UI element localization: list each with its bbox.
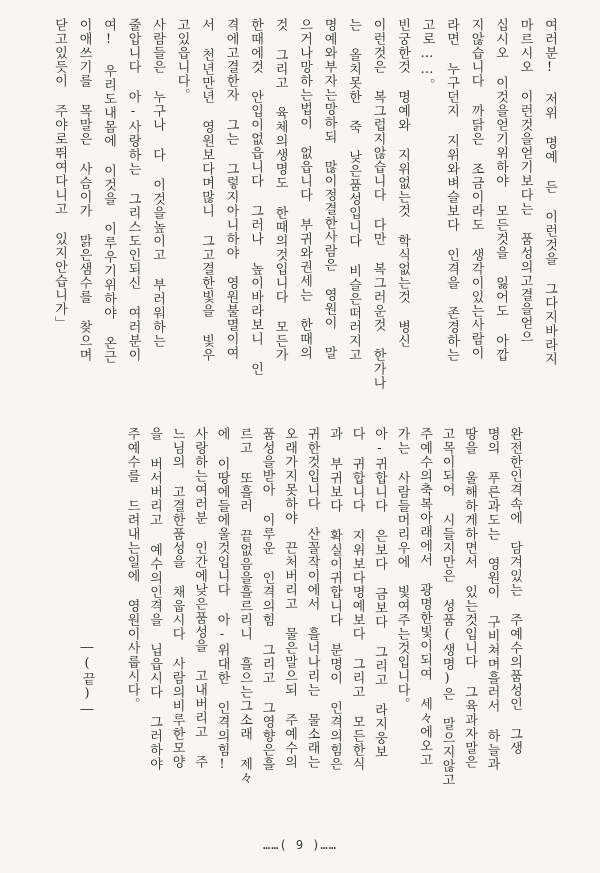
text-column: 여러분! 저위 명예 든 이런것을 그다지바라지 — [542, 18, 557, 366]
text-column: 완전한인격속에 담겨있는 주예수의품성인 그생 — [507, 427, 522, 755]
text-column: 지않습니다 까닭은 조금이라도 생각이있는사람이 — [468, 18, 484, 360]
text-column: 줄압니다 아-사랑하는 그리스도인되신 여러분이 — [125, 18, 141, 362]
text-column: 이런것은 복그럽지않습니다 다만 복그러운것 한가나 — [370, 18, 386, 390]
text-column: 는 올치못한 죽 낮은품성입니다 비슬은떠러지고 — [346, 18, 361, 362]
text-column: 귀한것입니다 산꼴작이에서 흘너나리는 물소래는 — [304, 427, 320, 769]
text-column: 품성을받아 이루운 인격의힘 그리고 그영향은흘 — [259, 427, 275, 771]
text-column: 에 이땅에들에울것입니다 아-위대한 인격의힘! — [214, 427, 230, 773]
text-column: 땅을 울해하게하면서 있는것입니다 그육과자말은 — [462, 427, 477, 769]
text-column: 사랑하는여러분 인간에낮은품성을 고내버리고 주 — [192, 427, 207, 769]
text-column: 다 귀합니다 지위보다명예보다 그리고 모든한식 — [349, 427, 365, 771]
text-column: 르고 또흘러 끝없음을흘르리니 흘으는그소래 제々 — [237, 427, 252, 785]
text-column: 명예와부자는망하되 많이정결한사람은 영원이 말 — [321, 18, 337, 360]
text-column: 고로……。 — [419, 18, 435, 92]
end-mark: ―(끝)― — [79, 640, 95, 718]
text-column: 가는 사람들머리우에 빛여주는것입니다。 — [394, 427, 410, 711]
text-column: 주예수를 드려내는일에 영원이사룹시다。 — [124, 427, 140, 711]
text-column: 을 버서버리고 예수의인격을 닙읍시다 그러하야 — [147, 427, 162, 771]
text-column: 아-귀합니다 은보다 금보다 그리고 라지웅보 — [372, 427, 387, 759]
text-column: 과 부귀보다 확실이귀합니다 분명이 인격의힘은 — [327, 427, 342, 771]
text-column: 여! 우리도내몸에 이것을 이루우기위하야 온근 — [101, 18, 116, 364]
text-column: 이애쓰기를 목말은 사슴이가 맑은샘수를 찾으며 — [76, 18, 92, 362]
text-column: 빈궁한것 명예와 지위없는것 학식없는것 병신 — [395, 18, 410, 348]
text-column: 십시오 이것을얻기위하야 모든것을 잃어도 아깝 — [493, 18, 508, 362]
text-column: 격에고결한자 그는 그렇지아니하야 영원불멸이여 — [223, 18, 239, 360]
text-column: 주예수의축복아래에서 광명한빛이되여 세々에오고 — [417, 427, 432, 767]
text-column: 오래가지못하야 끈처버리고 물은말으되 주예수의 — [282, 427, 297, 769]
text-column: 것 그리고 육체의생명도 한때의것입니다 모든가 — [272, 18, 288, 362]
text-column: 고목이되어 시들지만은 성품(생명)은 말으지않고 — [439, 427, 455, 787]
text-column: 서 천년만년 영원보다며많니 그고결한빛을 빛우 — [199, 18, 214, 362]
text-column: 으거나망하는법이 없읍니다 부귀와권세는 한때의 — [297, 18, 312, 360]
block-divider — [78, 422, 79, 423]
text-column: 한때에것 안입이없읍니다 그러나 높이바라보니 인 — [248, 18, 263, 376]
text-column: 닫고있듯이 주야로뛰여다니고 있지안습니가」 — [52, 18, 67, 330]
text-column: 사람들은 누구나 다 이것을높이고 부러워하는 — [150, 18, 165, 348]
text-column: 느님의 고결한품성을 채웁시다 사람의비루한모양 — [169, 427, 185, 769]
text-column: 고있읍니다。 — [174, 18, 190, 102]
text-column: 라면 누구던지 지위와벼슬보다 인격을 존경하는 — [444, 18, 459, 362]
text-column: 마르시오 이런것을얻기보다는 품성의고결을얻으 — [517, 18, 533, 344]
page-number: ……( 9 )…… — [262, 838, 338, 852]
text-column: 명의 푸른과도는 영원이 구비쳐며흘러서 하늘과 — [484, 427, 500, 771]
